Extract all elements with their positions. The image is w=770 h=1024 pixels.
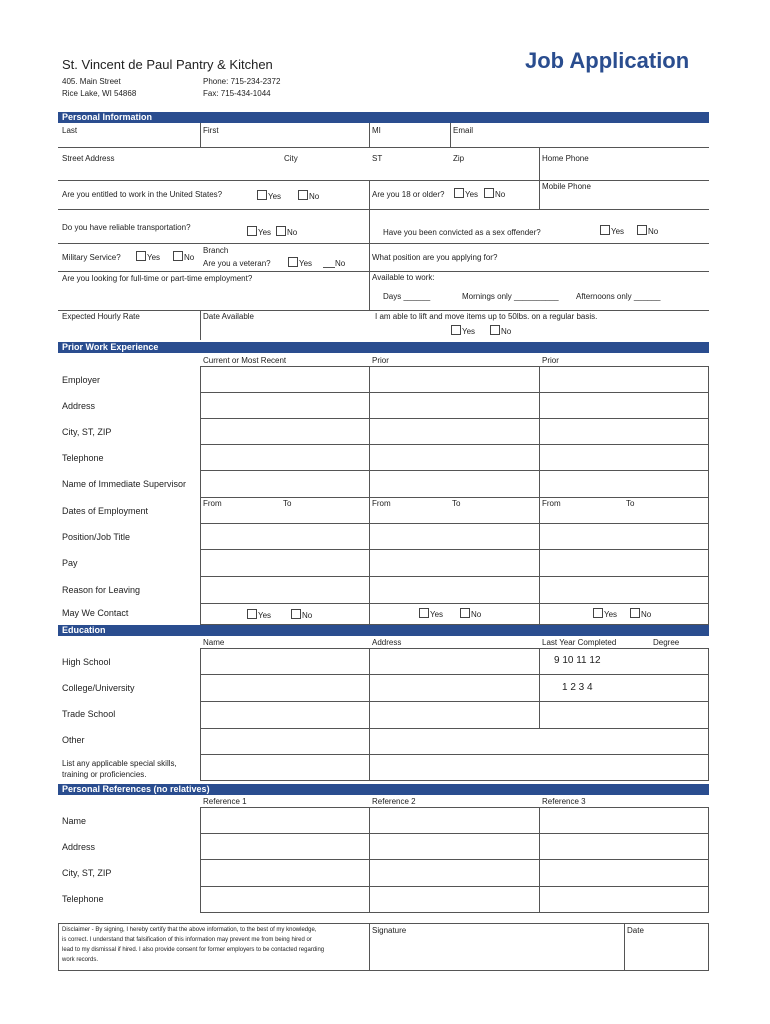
entitled-no-checkbox[interactable] bbox=[298, 190, 308, 200]
divider bbox=[200, 754, 709, 755]
page-title: Job Application bbox=[525, 48, 690, 73]
military-yes-checkbox[interactable] bbox=[136, 251, 146, 261]
divider bbox=[369, 123, 370, 147]
mi-field[interactable]: MI bbox=[372, 126, 381, 135]
age-yes-checkbox[interactable] bbox=[454, 188, 464, 198]
divider bbox=[200, 523, 709, 524]
ref-col-1: Reference 1 bbox=[203, 797, 247, 806]
mobile-phone-field[interactable]: Mobile Phone bbox=[542, 182, 591, 191]
row-ref-city: City, ST, ZIP bbox=[62, 868, 112, 878]
phone: Phone: 715-234-2372 bbox=[203, 77, 281, 86]
divider bbox=[539, 180, 709, 181]
branch-field[interactable]: Branch bbox=[203, 246, 229, 255]
personal-info-header bbox=[58, 112, 709, 123]
email-field[interactable]: Email bbox=[453, 126, 474, 135]
contact-no-checkbox-1[interactable] bbox=[291, 609, 301, 619]
section-title: Prior Work Experience bbox=[62, 342, 159, 352]
row-trade: Trade School bbox=[62, 709, 116, 719]
transport-yes-checkbox[interactable] bbox=[247, 226, 257, 236]
disclaimer-line-3: lead to my dismissal if hired. I also provide consent for former employers to be contacted regarding bbox=[62, 947, 325, 953]
divider bbox=[369, 923, 370, 971]
afternoons-option[interactable]: Afternoons only ______ bbox=[576, 292, 661, 301]
first-name-field[interactable]: First bbox=[203, 126, 219, 135]
edu-col-address: Address bbox=[372, 638, 402, 647]
divider bbox=[58, 180, 539, 181]
transport-no-checkbox[interactable] bbox=[276, 226, 286, 236]
veteran-question: Are you a veteran? bbox=[203, 259, 271, 268]
section-title: Education bbox=[62, 625, 106, 635]
row-dates: Dates of Employment bbox=[62, 506, 149, 516]
hs-years[interactable]: 9 10 11 12 bbox=[554, 655, 601, 666]
work-header bbox=[58, 342, 709, 353]
education-header bbox=[58, 625, 709, 636]
row-position: Position/Job Title bbox=[62, 532, 131, 542]
convicted-no-checkbox[interactable] bbox=[637, 225, 647, 235]
row-telephone: Telephone bbox=[62, 453, 104, 463]
yes-label: Yes bbox=[465, 190, 479, 199]
ref-col-2: Reference 2 bbox=[372, 797, 416, 806]
divider bbox=[200, 444, 709, 445]
st-field[interactable]: ST bbox=[372, 154, 383, 163]
divider bbox=[624, 923, 625, 971]
convicted-question: Have you been convicted as a sex offender? bbox=[383, 228, 541, 237]
row-pay: Pay bbox=[62, 558, 78, 568]
veteran-no-line bbox=[323, 267, 335, 268]
military-question: Military Service? bbox=[62, 253, 121, 262]
divider bbox=[200, 392, 709, 393]
no-label: No bbox=[309, 192, 320, 201]
divider bbox=[58, 243, 709, 244]
position-question[interactable]: What position are you applying for? bbox=[372, 253, 498, 262]
contact-yes-checkbox-2[interactable] bbox=[419, 608, 429, 618]
fulltime-question: Are you looking for full-time or part-time employment? bbox=[62, 274, 253, 283]
skills-label-2: training or proficiencies. bbox=[62, 770, 147, 779]
to-label: To bbox=[452, 499, 461, 508]
divider bbox=[58, 147, 709, 148]
edu-col-last-year: Last Year Completed bbox=[542, 638, 617, 647]
rate-field[interactable]: Expected Hourly Rate bbox=[62, 312, 140, 321]
fax: Fax: 715-434-1044 bbox=[203, 89, 271, 98]
divider bbox=[200, 310, 201, 340]
divider bbox=[200, 728, 709, 729]
lift-no-checkbox[interactable] bbox=[490, 325, 500, 335]
row-ref-address: Address bbox=[62, 842, 96, 852]
divider bbox=[369, 366, 370, 625]
divider bbox=[58, 271, 709, 272]
disclaimer-line-2: is correct. I understand that falsification of this information may prevent me from being hired or bbox=[62, 937, 312, 943]
references-grid[interactable] bbox=[200, 807, 709, 913]
disclaimer-line-4: work records. bbox=[62, 957, 99, 963]
yes-label: Yes bbox=[258, 611, 272, 620]
divider bbox=[450, 123, 451, 147]
last-name-field[interactable]: Last bbox=[62, 126, 78, 135]
divider bbox=[200, 674, 709, 675]
divider bbox=[200, 833, 709, 834]
row-employer: Employer bbox=[62, 375, 101, 385]
ref-col-3: Reference 3 bbox=[542, 797, 586, 806]
available-label: Available to work: bbox=[372, 273, 435, 282]
section-title: Personal Information bbox=[62, 112, 153, 122]
days-option[interactable]: Days ______ bbox=[383, 292, 431, 301]
divider bbox=[200, 549, 709, 550]
contact-no-checkbox-3[interactable] bbox=[630, 608, 640, 618]
contact-no-checkbox-2[interactable] bbox=[460, 608, 470, 618]
no-label: No bbox=[501, 327, 512, 336]
to-label: To bbox=[626, 499, 635, 508]
divider bbox=[369, 180, 370, 310]
edu-col-name: Name bbox=[203, 638, 225, 647]
age-question: Are you 18 or older? bbox=[372, 190, 445, 199]
divider bbox=[539, 807, 540, 913]
work-grid[interactable] bbox=[200, 366, 709, 625]
yes-label: Yes bbox=[604, 610, 618, 619]
city-field[interactable]: City bbox=[284, 154, 298, 163]
divider bbox=[200, 123, 201, 147]
education-grid[interactable] bbox=[200, 648, 709, 781]
yes-label: Yes bbox=[268, 192, 282, 201]
home-phone-field[interactable]: Home Phone bbox=[542, 154, 589, 163]
divider bbox=[58, 209, 709, 210]
work-col-current: Current or Most Recent bbox=[203, 356, 287, 365]
no-label: No bbox=[335, 259, 346, 268]
date-field[interactable]: Date bbox=[627, 926, 644, 935]
divider bbox=[200, 418, 709, 419]
lift-yes-checkbox[interactable] bbox=[451, 325, 461, 335]
skills-label-1: List any applicable special skills, bbox=[62, 759, 177, 768]
entitled-question: Are you entitled to work in the United States? bbox=[62, 190, 223, 199]
contact-yes-checkbox-1[interactable] bbox=[247, 609, 257, 619]
no-label: No bbox=[471, 610, 482, 619]
military-no-checkbox[interactable] bbox=[173, 251, 183, 261]
divider bbox=[369, 648, 370, 781]
street-field[interactable]: Street Address bbox=[62, 154, 115, 163]
work-col-prior-2: Prior bbox=[542, 356, 559, 365]
veteran-yes-checkbox[interactable] bbox=[288, 257, 298, 267]
divider bbox=[539, 648, 540, 728]
no-label: No bbox=[184, 253, 195, 262]
yes-label: Yes bbox=[299, 259, 313, 268]
age-no-checkbox[interactable] bbox=[484, 188, 494, 198]
address-line-2: Rice Lake, WI 54868 bbox=[62, 89, 137, 98]
transport-question: Do you have reliable transportation? bbox=[62, 223, 191, 232]
yes-label: Yes bbox=[462, 327, 476, 336]
no-label: No bbox=[648, 227, 659, 236]
divider bbox=[200, 886, 709, 887]
from-label: From bbox=[542, 499, 561, 508]
org-name: St. Vincent de Paul Pantry & Kitchen bbox=[62, 57, 273, 72]
divider bbox=[200, 576, 709, 577]
disclaimer-line-1: Disclaimer - By signing, I hereby certify that the above information, to the best of my knowledge, bbox=[62, 927, 317, 933]
yes-label: Yes bbox=[430, 610, 444, 619]
row-college: College/University bbox=[62, 683, 135, 693]
row-ref-telephone: Telephone bbox=[62, 894, 104, 904]
row-contact: May We Contact bbox=[62, 608, 129, 618]
lift-question: I am able to lift and move items up to 50lbs. on a regular basis. bbox=[375, 312, 598, 321]
to-label: To bbox=[283, 499, 292, 508]
no-label: No bbox=[495, 190, 506, 199]
row-reason: Reason for Leaving bbox=[62, 585, 141, 595]
section-title: Personal References (no relatives) bbox=[62, 784, 210, 794]
references-header bbox=[58, 784, 709, 795]
edu-col-degree: Degree bbox=[653, 638, 680, 647]
divider bbox=[58, 310, 709, 311]
divider bbox=[200, 701, 709, 702]
convicted-yes-checkbox[interactable] bbox=[600, 225, 610, 235]
no-label: No bbox=[641, 610, 652, 619]
row-high-school: High School bbox=[62, 657, 111, 667]
row-ref-name: Name bbox=[62, 816, 87, 826]
no-label: No bbox=[302, 611, 313, 620]
divider bbox=[539, 147, 540, 209]
date-available-field[interactable]: Date Available bbox=[203, 312, 254, 321]
row-supervisor: Name of Immediate Supervisor bbox=[62, 479, 187, 489]
divider bbox=[200, 470, 709, 471]
no-label: No bbox=[287, 228, 298, 237]
signature-field[interactable]: Signature bbox=[372, 926, 407, 935]
yes-label: Yes bbox=[258, 228, 272, 237]
college-years[interactable]: 1 2 3 4 bbox=[562, 682, 593, 693]
divider bbox=[369, 807, 370, 913]
divider bbox=[200, 603, 709, 604]
divider bbox=[200, 497, 709, 498]
zip-field[interactable]: Zip bbox=[453, 154, 465, 163]
row-address: Address bbox=[62, 401, 96, 411]
divider bbox=[200, 859, 709, 860]
address-line-1: 405. Main Street bbox=[62, 77, 121, 86]
from-label: From bbox=[372, 499, 391, 508]
row-other: Other bbox=[62, 735, 85, 745]
entitled-yes-checkbox[interactable] bbox=[257, 190, 267, 200]
work-col-prior-1: Prior bbox=[372, 356, 389, 365]
yes-label: Yes bbox=[611, 227, 625, 236]
mornings-option[interactable]: Mornings only __________ bbox=[462, 292, 559, 301]
divider bbox=[539, 366, 540, 625]
from-label: From bbox=[203, 499, 222, 508]
yes-label: Yes bbox=[147, 253, 161, 262]
row-city: City, ST, ZIP bbox=[62, 427, 112, 437]
contact-yes-checkbox-3[interactable] bbox=[593, 608, 603, 618]
